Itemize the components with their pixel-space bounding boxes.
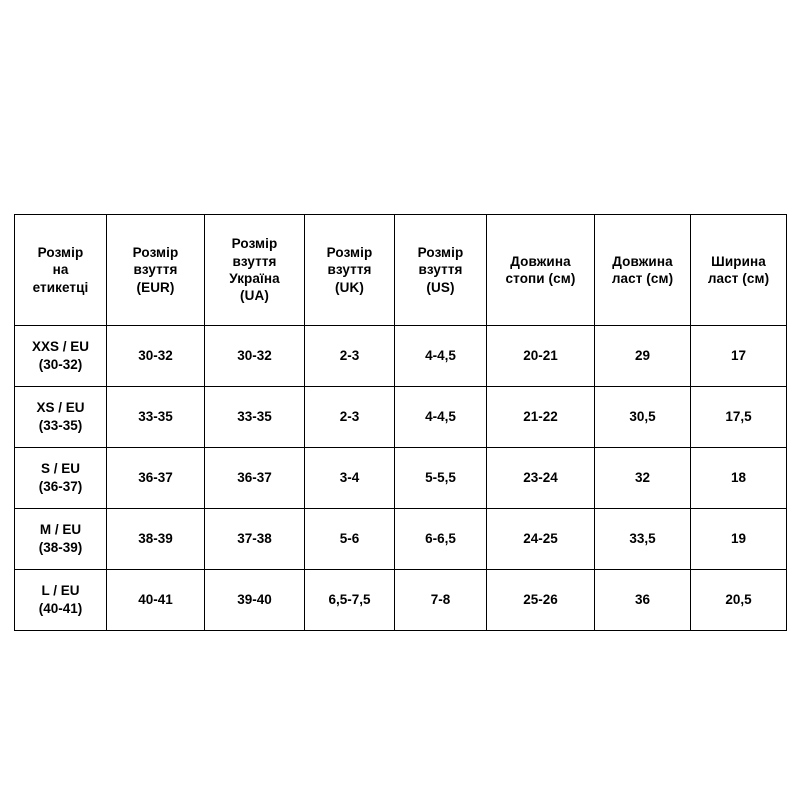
cell-fin-width: 19 [691,509,787,570]
column-header-fin-length: Довжина ласт (см) [595,215,691,326]
cell-eur: 38-39 [107,509,205,570]
cell-ua: 30-32 [205,326,305,387]
cell-foot-length: 24-25 [487,509,595,570]
cell-fin-width: 18 [691,448,787,509]
cell-eur: 40-41 [107,570,205,631]
cell-eur: 33-35 [107,387,205,448]
cell-us: 4-4,5 [395,387,487,448]
cell-fin-length: 29 [595,326,691,387]
cell-us: 4-4,5 [395,326,487,387]
cell-fin-width: 20,5 [691,570,787,631]
table-row [15,326,787,387]
cell-ua: 39-40 [205,570,305,631]
cell-uk: 3-4 [305,448,395,509]
cell-fin-length: 30,5 [595,387,691,448]
table-header-row [15,215,787,326]
cell-label-size: XS / EU (33-35) [15,387,107,448]
cell-us: 5-5,5 [395,448,487,509]
cell-fin-length: 33,5 [595,509,691,570]
cell-fin-length: 32 [595,448,691,509]
cell-foot-length: 21-22 [487,387,595,448]
cell-label-size: XXS / EU (30-32) [15,326,107,387]
cell-label-size: M / EU (38-39) [15,509,107,570]
cell-label-size: L / EU (40-41) [15,570,107,631]
column-header-fin-width: Ширина ласт (см) [691,215,787,326]
column-header-foot-length: Довжина стопи (см) [487,215,595,326]
cell-fin-length: 36 [595,570,691,631]
table-row [15,570,787,631]
column-header-uk: Розмір взуття (UK) [305,215,395,326]
cell-ua: 36-37 [205,448,305,509]
table-row [15,448,787,509]
cell-eur: 30-32 [107,326,205,387]
size-chart-container [14,214,786,631]
column-header-label-size: Розмір на етикетці [15,215,107,326]
cell-uk: 2-3 [305,326,395,387]
cell-foot-length: 25-26 [487,570,595,631]
table-body [15,326,787,631]
cell-fin-width: 17 [691,326,787,387]
cell-us: 6-6,5 [395,509,487,570]
table-row [15,387,787,448]
cell-uk: 5-6 [305,509,395,570]
cell-foot-length: 20-21 [487,326,595,387]
cell-us: 7-8 [395,570,487,631]
size-chart-table [14,214,787,631]
cell-uk: 6,5-7,5 [305,570,395,631]
cell-ua: 33-35 [205,387,305,448]
column-header-ua: Розмір взуття Україна (UA) [205,215,305,326]
cell-label-size: S / EU (36-37) [15,448,107,509]
table-header [15,215,787,326]
cell-eur: 36-37 [107,448,205,509]
cell-fin-width: 17,5 [691,387,787,448]
cell-uk: 2-3 [305,387,395,448]
cell-ua: 37-38 [205,509,305,570]
column-header-eur: Розмір взуття (EUR) [107,215,205,326]
cell-foot-length: 23-24 [487,448,595,509]
table-row [15,509,787,570]
column-header-us: Розмір взуття (US) [395,215,487,326]
